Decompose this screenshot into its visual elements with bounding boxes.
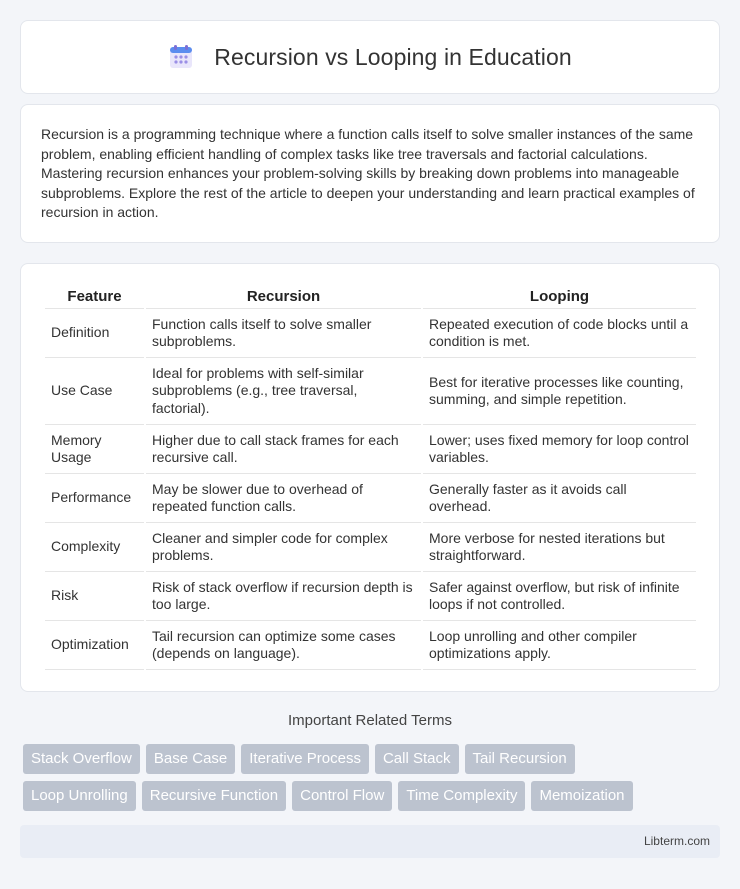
related-terms (23, 744, 723, 818)
terms-row-1 (23, 744, 723, 774)
term-tag[interactable]: Tail Recursion (465, 744, 575, 774)
table-row (45, 523, 696, 572)
recursion-cell: May be slower due to overhead of repeated function calls. (146, 474, 421, 523)
table-row (45, 474, 696, 523)
footer-site-link[interactable]: Libterm.com (643, 834, 710, 848)
page-title: Recursion vs Looping in Education (214, 43, 572, 70)
looping-cell: Loop unrolling and other compiler optimizations apply. (423, 621, 696, 670)
comparison-table (43, 285, 698, 670)
term-tag[interactable]: Time Complexity (398, 781, 525, 811)
term-tag[interactable]: Loop Unrolling (23, 781, 136, 811)
term-tag[interactable]: Memoization (531, 781, 632, 811)
term-tag[interactable]: Iterative Process (241, 744, 369, 774)
feature-cell: Complexity (45, 523, 144, 572)
table-row (45, 425, 696, 474)
recursion-cell: Higher due to call stack frames for each recursive call. (146, 425, 421, 474)
header-feature: Feature (45, 285, 144, 309)
title-wrap (168, 44, 571, 71)
recursion-cell: Ideal for problems with self-similar subproblems (e.g., tree traversal, factorial). (146, 358, 421, 425)
feature-cell: Memory Usage (45, 425, 144, 474)
comparison-table-card (20, 263, 720, 692)
table-row (45, 572, 696, 621)
related-terms-title: Important Related Terms (288, 712, 452, 729)
header-looping: Looping (423, 285, 696, 309)
recursion-cell: Function calls itself to solve smaller subproblems. (146, 309, 421, 358)
feature-cell: Definition (45, 309, 144, 358)
feature-cell: Use Case (45, 358, 144, 425)
looping-cell: Lower; uses fixed memory for loop control variables. (423, 425, 696, 474)
term-tag[interactable]: Base Case (146, 744, 235, 774)
table-row (45, 309, 696, 358)
header-recursion: Recursion (146, 285, 421, 309)
looping-cell: Repeated execution of code blocks until a condition is met. (423, 309, 696, 358)
recursion-cell: Risk of stack overflow if recursion depth is too large. (146, 572, 421, 621)
intro-text: Recursion is a programming technique where a function calls itself to solve smaller instances of the same problem, enabling efficient handling of complex tasks like tree traversals and factorial calculations. Mastering recursion enhances your problem-solving skills by breaking down problems into manageable subproblems. Explore the rest of the article to deepen your understanding and learn practical examples of recursion in action. (41, 126, 695, 221)
table-row (45, 621, 696, 670)
feature-cell: Performance (45, 474, 144, 523)
recursion-cell: Cleaner and simpler code for complex problems. (146, 523, 421, 572)
term-tag[interactable]: Recursive Function (142, 781, 286, 811)
looping-cell: Best for iterative processes like counting, summing, and simple repetition. (423, 358, 696, 425)
table-row (45, 358, 696, 425)
recursion-cell: Tail recursion can optimize some cases (depends on language). (146, 621, 421, 670)
looping-cell: Generally faster as it avoids call overhead. (423, 474, 696, 523)
term-tag[interactable]: Stack Overflow (23, 744, 140, 774)
terms-row-2 (23, 781, 723, 811)
footer (20, 825, 720, 858)
looping-cell: Safer against overflow, but risk of infinite loops if not controlled. (423, 572, 696, 621)
intro-card (20, 104, 720, 243)
feature-cell: Risk (45, 572, 144, 621)
calendar-icon (168, 44, 194, 70)
table-header-row (45, 285, 696, 309)
looping-cell: More verbose for nested iterations but straightforward. (423, 523, 696, 572)
term-tag[interactable]: Control Flow (292, 781, 392, 811)
term-tag[interactable]: Call Stack (375, 744, 459, 774)
header-card (20, 20, 720, 94)
feature-cell: Optimization (45, 621, 144, 670)
